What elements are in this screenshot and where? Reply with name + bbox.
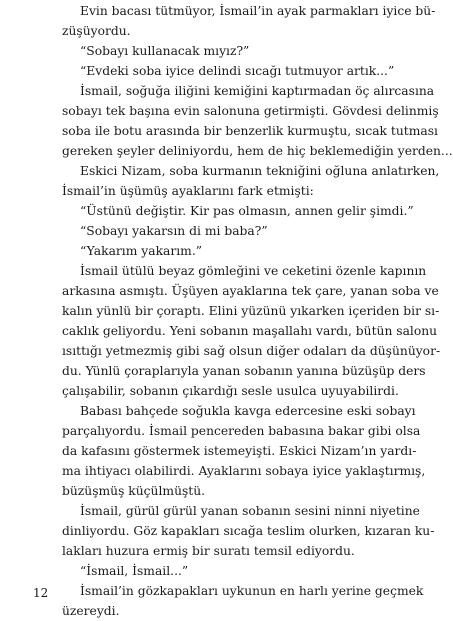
text-line: arkasına asmıştı. Üşüyen ayaklarına tek çare, yanan soba ve [62, 284, 439, 298]
text-line: “Üstünü değiştir. Kir pas olmasın, annen gelir şimdi.” [80, 204, 414, 218]
text-line: Eskici Nizam, soba kurmanın tekniğini oğluna anlatırken, [80, 164, 440, 178]
text-line: “Sobayı kullanacak mıyız?” [80, 44, 250, 58]
text-line: lakları huzura ermiş bir suratı temsil ediyordu. [62, 544, 355, 558]
text-line: “Evdeki soba iyice delindi sıcağı tutmuyor artık...” [80, 64, 395, 78]
text-line: sobayı tek başına evin salonuna getirmişti. Gövdesi delinmiş [62, 104, 439, 118]
text-line: da kafasını göstermek istemeyişti. Eskici Nizam’ın yardı- [62, 444, 417, 458]
text-line: kalın yünlü bir çoraptı. Elini yüzünü yıkarken içeriden bir sı- [62, 304, 440, 318]
text-line: İsmail, gürül gürül yanan sobanın sesini ninni niyetine [80, 504, 420, 518]
text-line: Evin bacası tütmüyor, İsmail’in ayak parmakları iyice bü- [80, 4, 436, 18]
text-line: “İsmail, İsmail...” [80, 564, 189, 578]
text-line: büzüşmüş küçülmüştü. [62, 484, 206, 498]
text-line: İsmail’in gözkapakları uykunun en harlı yerine geçmek [80, 584, 424, 598]
text-line: ma ihtiyacı olabilirdi. Ayaklarını sobaya iyice yaklaştırmış, [62, 464, 426, 478]
text-line: züşüyordu. [62, 24, 131, 38]
text-line: du. Yünlü çoraplarıyla yanan sobanın yanına büzüşüp ders [62, 364, 426, 378]
text-line: “Yakarım yakarım.” [80, 244, 203, 258]
text-line: soba ile botu arasında bir benzerlik kurmuştu, sıcak tutması [62, 124, 438, 138]
text-line: üzereydi. [62, 604, 120, 618]
text-line: ısıttığı yetmezmiş gibi sağ olsun diğer odaları da düşünüyor- [62, 344, 441, 358]
body-text [62, 1, 453, 621]
page-number: 12 [33, 586, 49, 600]
text-line: Babası bahçede soğukla kavga edercesine eski sobayı [80, 404, 416, 418]
text-line: çalışabilir, sobanın çıkardığı sesle usulca uyuyabilirdi. [62, 384, 399, 398]
text-line: caklık geliyordu. Yeni sobanın maşallahı vardı, bütün salonu [62, 324, 438, 338]
text-line: İsmail’in üşümüş ayaklarını fark etmişti: [62, 184, 314, 198]
text-line: gereken şeyler deliniyordu, hem de hiç beklemediğin yerden... [62, 144, 453, 158]
text-line: parçalıyordu. İsmail pencereden babasına bakar gibi olsa [62, 424, 421, 438]
text-line: İsmail ütülü beyaz gömleğini ve ceketini özenle kapının [80, 264, 427, 278]
text-line: İsmail, soğuğa iliğini kemiğini kaptırmadan öç alırcasına [80, 84, 435, 98]
text-line: “Sobayı yakarsın di mi baba?” [80, 224, 268, 238]
text-line: dinliyordu. Göz kapakları sıcağa teslim olurken, kızaran ku- [62, 524, 435, 538]
